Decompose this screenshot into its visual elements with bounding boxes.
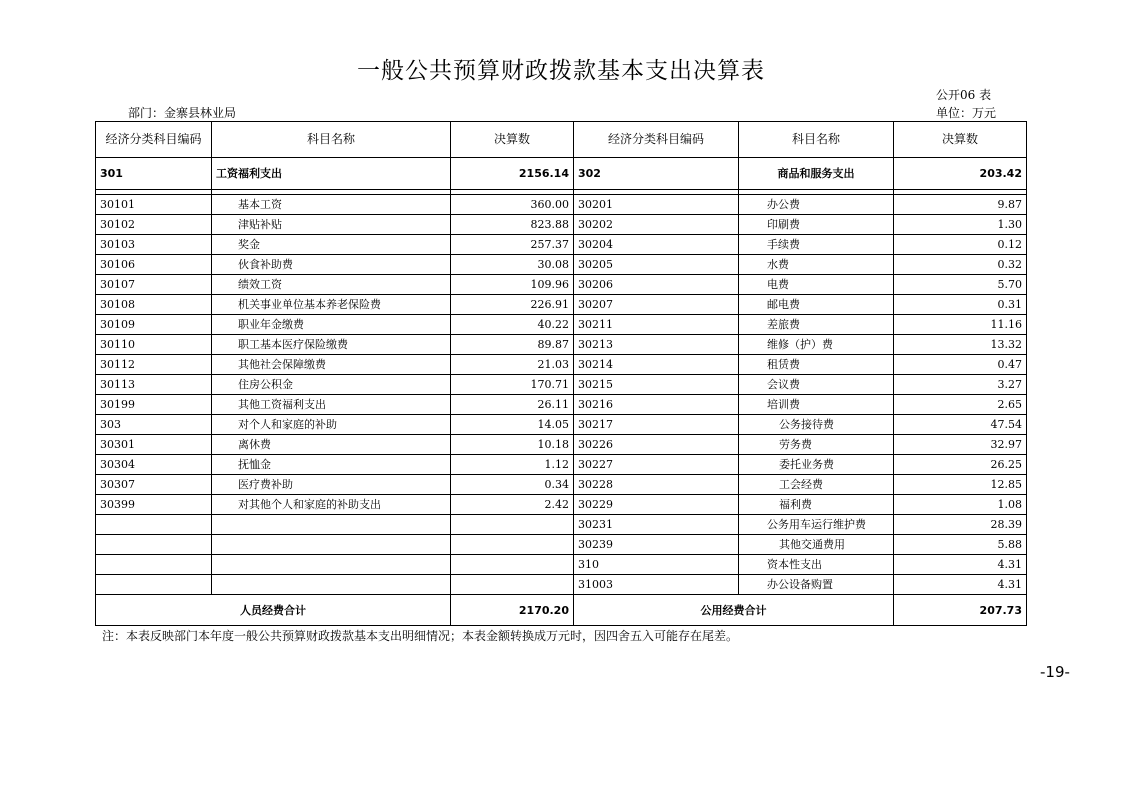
cell-left-code	[96, 535, 212, 555]
cell-right-name: 租赁费	[739, 355, 894, 375]
cell-right-name: 资本性支出	[739, 555, 894, 575]
cell-left-code	[96, 515, 212, 535]
cell-right-amount: 47.54	[894, 415, 1027, 435]
cell-right-amount: 28.39	[894, 515, 1027, 535]
cell-right-amount: 4.31	[894, 555, 1027, 575]
table-row	[96, 515, 1027, 535]
table-row	[96, 315, 1027, 335]
category-right-code: 302	[574, 158, 739, 190]
total-left-amount: 2170.20	[451, 595, 574, 626]
category-left-name: 工资福利支出	[212, 158, 451, 190]
cell-left-name	[212, 515, 451, 535]
cell-right-code: 30202	[574, 215, 739, 235]
department-label: 部门：金寨县林业局	[128, 106, 237, 120]
cell-left-amount: 26.11	[451, 395, 574, 415]
cell-right-name: 水费	[739, 255, 894, 275]
table-row	[96, 275, 1027, 295]
cell-right-name: 办公设备购置	[739, 575, 894, 595]
cell-left-amount: 0.34	[451, 475, 574, 495]
cell-right-amount: 0.12	[894, 235, 1027, 255]
cell-right-name: 福利费	[739, 495, 894, 515]
cell-right-name: 维修（护）费	[739, 335, 894, 355]
cell-right-name: 邮电费	[739, 295, 894, 315]
cell-right-amount: 4.31	[894, 575, 1027, 595]
cell-left-code: 30112	[96, 355, 212, 375]
table-row	[96, 415, 1027, 435]
cell-left-name: 离休费	[212, 435, 451, 455]
table-row	[96, 475, 1027, 495]
cell-left-name: 其他社会保障缴费	[212, 355, 451, 375]
header-right-name: 科目名称	[739, 122, 894, 158]
cell-right-name: 印刷费	[739, 215, 894, 235]
table-row	[96, 195, 1027, 215]
header-left-name: 科目名称	[212, 122, 451, 158]
cell-left-name: 对个人和家庭的补助	[212, 415, 451, 435]
cell-right-code: 310	[574, 555, 739, 575]
cell-left-amount: 360.00	[451, 195, 574, 215]
cell-left-code: 30107	[96, 275, 212, 295]
form-number: 公开06 表	[936, 88, 992, 102]
cell-right-amount: 3.27	[894, 375, 1027, 395]
cell-right-amount: 0.47	[894, 355, 1027, 375]
category-right-name: 商品和服务支出	[739, 158, 894, 190]
cell-right-name: 劳务费	[739, 435, 894, 455]
cell-right-amount: 0.32	[894, 255, 1027, 275]
cell-left-amount	[451, 555, 574, 575]
cell-left-name	[212, 555, 451, 575]
cell-right-code: 30216	[574, 395, 739, 415]
cell-left-code	[96, 575, 212, 595]
table-row	[96, 495, 1027, 515]
cell-right-code: 30207	[574, 295, 739, 315]
cell-right-code: 30217	[574, 415, 739, 435]
header-right-amount: 决算数	[894, 122, 1027, 158]
cell-left-name: 伙食补助费	[212, 255, 451, 275]
cell-right-amount: 12.85	[894, 475, 1027, 495]
cell-left-amount: 257.37	[451, 235, 574, 255]
cell-left-amount: 1.12	[451, 455, 574, 475]
cell-left-code: 30307	[96, 475, 212, 495]
table-header-row	[96, 122, 1027, 158]
cell-right-amount: 2.65	[894, 395, 1027, 415]
cell-right-amount: 5.70	[894, 275, 1027, 295]
cell-right-code: 31003	[574, 575, 739, 595]
cell-left-amount: 40.22	[451, 315, 574, 335]
cell-left-amount: 170.71	[451, 375, 574, 395]
cell-left-name: 对其他个人和家庭的补助支出	[212, 495, 451, 515]
cell-right-amount: 11.16	[894, 315, 1027, 335]
cell-right-name: 工会经费	[739, 475, 894, 495]
category-left-amount: 2156.14	[451, 158, 574, 190]
table-row	[96, 295, 1027, 315]
table-row	[96, 575, 1027, 595]
unit-label: 单位：万元	[936, 106, 997, 120]
table-row	[96, 215, 1027, 235]
cell-left-name: 职工基本医疗保险缴费	[212, 335, 451, 355]
table-row	[96, 435, 1027, 455]
cell-right-name: 培训费	[739, 395, 894, 415]
cell-left-amount: 30.08	[451, 255, 574, 275]
cell-left-name	[212, 575, 451, 595]
cell-left-code: 30103	[96, 235, 212, 255]
cell-left-amount	[451, 575, 574, 595]
category-row	[96, 158, 1027, 190]
cell-right-name: 委托业务费	[739, 455, 894, 475]
cell-right-amount: 0.31	[894, 295, 1027, 315]
cell-right-amount: 1.30	[894, 215, 1027, 235]
cell-left-amount: 89.87	[451, 335, 574, 355]
footnote: 注：本表反映部门本年度一般公共预算财政拨款基本支出明细情况；本表金额转换成万元时，因四舍五入可能存在尾差。	[102, 629, 739, 643]
table-row	[96, 455, 1027, 475]
cell-left-name: 其他工资福利支出	[212, 395, 451, 415]
expenditure-table	[95, 121, 1027, 626]
cell-right-amount: 9.87	[894, 195, 1027, 215]
cell-left-name: 津贴补贴	[212, 215, 451, 235]
page-number: -19-	[1040, 663, 1070, 681]
table-row	[96, 375, 1027, 395]
cell-right-name: 公务用车运行维护费	[739, 515, 894, 535]
total-right-amount: 207.73	[894, 595, 1027, 626]
cell-left-name: 机关事业单位基本养老保险费	[212, 295, 451, 315]
cell-right-code: 30214	[574, 355, 739, 375]
cell-left-code: 30106	[96, 255, 212, 275]
cell-right-name: 会议费	[739, 375, 894, 395]
cell-right-code: 30201	[574, 195, 739, 215]
total-left-label: 人员经费合计	[96, 595, 451, 626]
cell-left-code: 30399	[96, 495, 212, 515]
cell-left-code: 30108	[96, 295, 212, 315]
page-title: 一般公共预算财政拨款基本支出决算表	[357, 58, 765, 84]
cell-right-code: 30205	[574, 255, 739, 275]
cell-left-code: 30109	[96, 315, 212, 335]
cell-right-code: 30231	[574, 515, 739, 535]
cell-left-name: 奖金	[212, 235, 451, 255]
cell-left-name: 绩效工资	[212, 275, 451, 295]
cell-right-name: 公务接待费	[739, 415, 894, 435]
cell-left-amount: 21.03	[451, 355, 574, 375]
cell-left-amount: 823.88	[451, 215, 574, 235]
header-left-code: 经济分类科目编码	[96, 122, 212, 158]
cell-left-name	[212, 535, 451, 555]
cell-left-code: 30113	[96, 375, 212, 395]
header-left-amount: 决算数	[451, 122, 574, 158]
cell-right-code: 30206	[574, 275, 739, 295]
cell-left-name: 医疗费补助	[212, 475, 451, 495]
cell-right-code: 30228	[574, 475, 739, 495]
table-row	[96, 535, 1027, 555]
totals-row	[96, 595, 1027, 626]
cell-left-code	[96, 555, 212, 575]
cell-left-code: 30101	[96, 195, 212, 215]
cell-right-amount: 1.08	[894, 495, 1027, 515]
cell-right-code: 30239	[574, 535, 739, 555]
cell-right-code: 30226	[574, 435, 739, 455]
cell-right-name: 办公费	[739, 195, 894, 215]
cell-right-code: 30213	[574, 335, 739, 355]
cell-left-amount: 226.91	[451, 295, 574, 315]
cell-left-code: 30301	[96, 435, 212, 455]
header-right-code: 经济分类科目编码	[574, 122, 739, 158]
cell-right-code: 30227	[574, 455, 739, 475]
cell-left-code: 30304	[96, 455, 212, 475]
cell-left-code: 30199	[96, 395, 212, 415]
cell-left-name: 住房公积金	[212, 375, 451, 395]
cell-left-name: 基本工资	[212, 195, 451, 215]
table-row	[96, 255, 1027, 275]
cell-right-name: 其他交通费用	[739, 535, 894, 555]
cell-left-amount: 14.05	[451, 415, 574, 435]
cell-left-code: 303	[96, 415, 212, 435]
table-row	[96, 355, 1027, 375]
cell-right-amount: 26.25	[894, 455, 1027, 475]
cell-left-amount: 10.18	[451, 435, 574, 455]
cell-right-code: 30215	[574, 375, 739, 395]
cell-right-code: 30204	[574, 235, 739, 255]
total-right-label: 公用经费合计	[574, 595, 894, 626]
cell-left-code: 30102	[96, 215, 212, 235]
category-right-amount: 203.42	[894, 158, 1027, 190]
table-row	[96, 335, 1027, 355]
cell-right-amount: 5.88	[894, 535, 1027, 555]
cell-right-amount: 13.32	[894, 335, 1027, 355]
table-row	[96, 235, 1027, 255]
cell-left-amount	[451, 515, 574, 535]
cell-left-name: 抚恤金	[212, 455, 451, 475]
cell-left-amount	[451, 535, 574, 555]
cell-left-code: 30110	[96, 335, 212, 355]
cell-right-name: 差旅费	[739, 315, 894, 335]
cell-right-name: 电费	[739, 275, 894, 295]
cell-right-code: 30211	[574, 315, 739, 335]
cell-right-amount: 32.97	[894, 435, 1027, 455]
cell-left-name: 职业年金缴费	[212, 315, 451, 335]
cell-right-code: 30229	[574, 495, 739, 515]
cell-left-amount: 109.96	[451, 275, 574, 295]
cell-right-name: 手续费	[739, 235, 894, 255]
category-left-code: 301	[96, 158, 212, 190]
table-row	[96, 555, 1027, 575]
cell-left-amount: 2.42	[451, 495, 574, 515]
table-row	[96, 395, 1027, 415]
